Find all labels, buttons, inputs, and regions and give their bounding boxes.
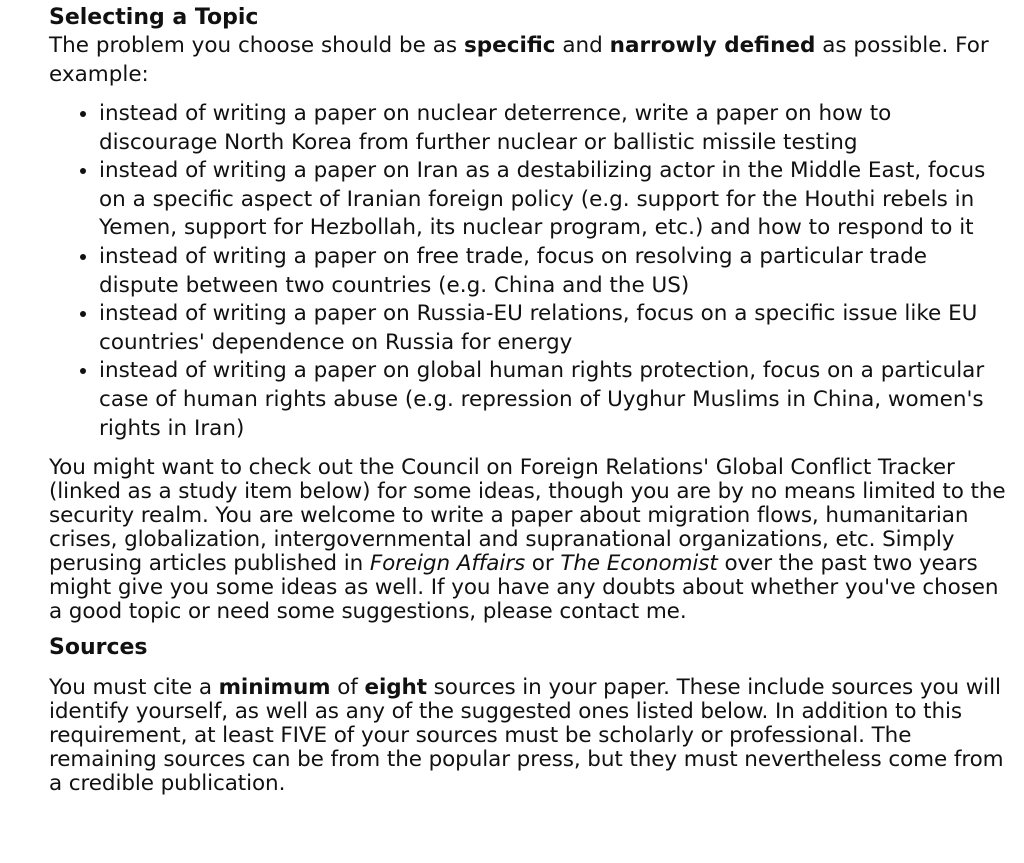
document-content (49, 4, 1009, 796)
list-item: • instead of writing a paper on free trade, focus on resolving a particular trade dispute between two countries (e.g. China and the US) (99, 243, 1009, 300)
tracker-text-1: You might want to check out the Council on Foreign Relations' Global Conflict Tracker (linked as a study item below) for some ideas, though you are by no means limited to the security realm. You are welcome to write a paper about migration flows, humanitarian crises, globalization, intergovernmental and supranational organizations, etc. Simply perusing articles published in (49, 455, 1006, 577)
intro-text-1: The problem you choose should be as (49, 33, 464, 58)
economist-title: The Economist (560, 551, 718, 577)
topic-intro (49, 32, 1009, 89)
tracker-paragraph (49, 456, 1009, 624)
list-item: • instead of writing a paper on Russia-EU relations, focus on a specific issue like EU countries' dependence on Russia for energy (99, 300, 1009, 357)
intro-bold-narrowly-defined: narrowly defined (609, 33, 816, 58)
sources-text-1: You must cite a (49, 675, 219, 701)
list-item: • instead of writing a paper on global human rights protection, focus on a particular case of human rights abuse (e.g. repression of Uyghur Muslims in China, women's rights in Iran) (99, 357, 1009, 443)
tracker-text-2: or (525, 551, 561, 577)
sources-text-2: of (330, 675, 365, 701)
sources-text-3: sources in your paper. These include sources you will identify yourself, as well as any of the suggested ones listed below. In addition to this requirement, at least FIVE of your sources must be scholarly or professional. The remaining sources can be from the popular press, but they must nevertheless come from a credible publication. (49, 675, 1004, 797)
intro-text-3: as possible. For example: (49, 33, 989, 87)
intro-text-2: and (555, 33, 610, 58)
topic-heading: Selecting a Topic (49, 5, 259, 30)
tracker-text-3: over the past two years might give you some ideas as well. If you have any doubts about whether you've chosen a good topic or need some suggestions, please contact me. (49, 551, 999, 625)
foreign-affairs-title: Foreign Affairs (369, 551, 526, 577)
sources-paragraph (49, 676, 1009, 796)
sources-bold-minimum: minimum (218, 675, 331, 701)
sources-heading: Sources (49, 635, 148, 661)
list-item: • instead of writing a paper on Iran as a destabilizing actor in the Middle East, focus on a specific aspect of Iranian foreign policy (e.g. support for the Houthi rebels in Yemen, support for Hezbollah, its nuclear program, etc.) and how to respond to it (99, 157, 1009, 243)
list-item: • instead of writing a paper on nuclear deterrence, write a paper on how to discourage North Korea from further nuclear or ballistic missile testing (99, 100, 1009, 157)
sources-bold-eight: eight (364, 675, 427, 701)
intro-bold-specific: specific (463, 33, 556, 58)
topic-examples-list (49, 100, 1009, 443)
